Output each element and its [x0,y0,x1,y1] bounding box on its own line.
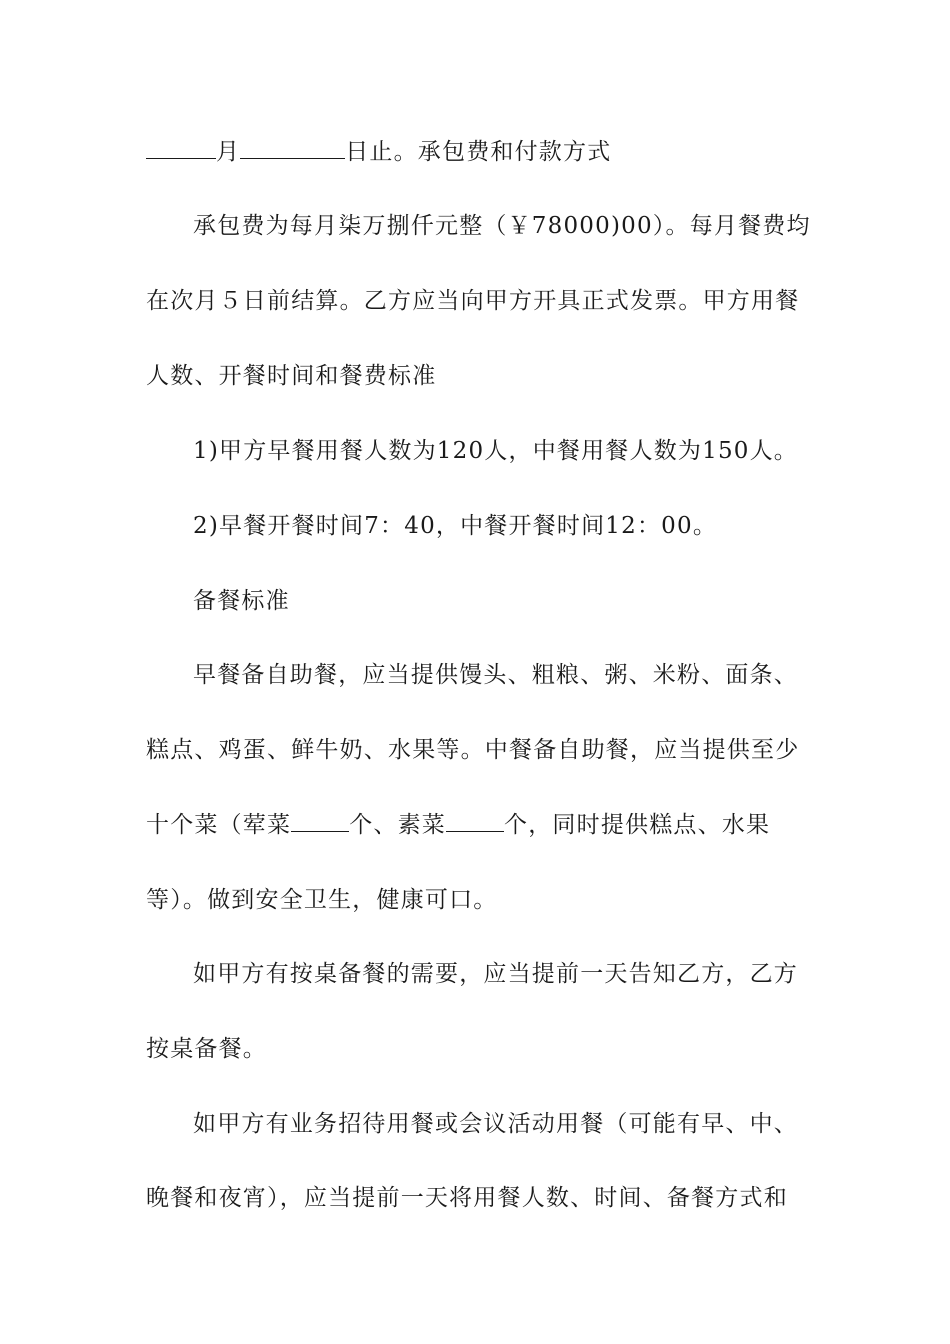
paragraph-line: 晚餐和夜宵），应当提前一天将用餐人数、时间、备餐方式和 [146,1185,788,1211]
text-span: 个、素菜 [349,812,447,838]
paragraph-line [146,137,806,167]
paragraph-line: 等）。做到安全卫生，健康可口。 [146,887,498,913]
paragraph-line: 如甲方有业务招待用餐或会议活动用餐（可能有早、中、 [193,1111,798,1137]
paragraph-line: 糕点、鸡蛋、鲜牛奶、水果等。中餐备自助餐，应当提供至少 [146,737,800,763]
section-heading: 备餐标准 [193,588,290,614]
paragraph-line: 按桌备餐。 [146,1036,267,1062]
text-span: 十个菜（荤菜 [146,812,292,838]
fill-in-blank [146,138,216,159]
paragraph-line: 承包费为每月柒万捌仟元整（￥78000)00）。每月餐费均 [193,213,811,239]
paragraph-line: 在次月５日前结算。乙方应当向甲方开具正式发票。甲方用餐 [146,288,800,314]
list-item: 1)甲方早餐用餐人数为120人，中餐用餐人数为150人。 [193,438,799,464]
paragraph-line [146,810,806,840]
paragraph-line: 人数、开餐时间和餐费标准 [146,363,437,389]
text-span: 个，同时提供糕点、水果 [504,812,771,838]
text-span: 日止。承包费和付款方式 [345,139,612,165]
text-span: 月 [216,139,241,165]
list-item: 2)早餐开餐时间7：40，中餐开餐时间12：00。 [193,513,718,539]
fill-in-blank [240,138,345,159]
paragraph-line: 如甲方有按桌备餐的需要，应当提前一天告知乙方，乙方 [193,961,798,987]
fill-in-blank [291,811,349,832]
fill-in-blank [446,811,504,832]
paragraph-line: 早餐备自助餐，应当提供馒头、粗粮、粥、米粉、面条、 [193,662,798,688]
